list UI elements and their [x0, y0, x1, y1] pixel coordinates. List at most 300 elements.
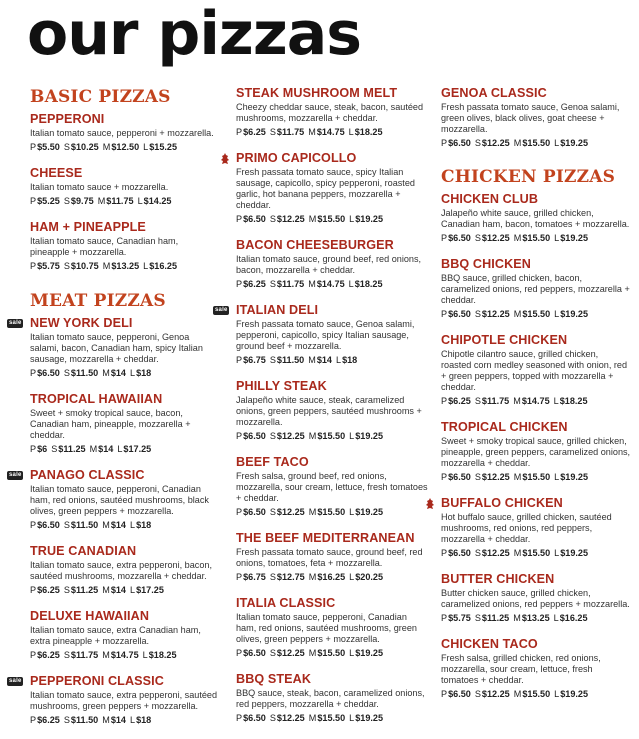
price-value: $15.50	[522, 689, 551, 699]
price-row	[236, 507, 428, 518]
price-row	[236, 648, 428, 659]
price-value: $11.75	[70, 650, 99, 660]
price-value: $18	[136, 368, 152, 378]
price-value: $19.25	[560, 548, 589, 558]
price-value: $14.75	[521, 396, 550, 406]
pizza-name: ITALIA CLASSIC	[236, 596, 336, 610]
sale-badge-icon: sale	[215, 307, 228, 313]
size-label: L	[130, 585, 136, 595]
size-label: P	[30, 142, 37, 152]
price-value: $18	[342, 355, 358, 365]
size-label: S	[474, 309, 481, 319]
size-label: L	[143, 142, 149, 152]
pizza-description: Hot buffalo sauce, grilled chicken, sautéed mushrooms, red onions, red peppers, mozzarella + cheddar.	[441, 512, 612, 544]
size-label: P	[236, 279, 243, 289]
menu-item	[30, 609, 220, 661]
price-row	[236, 279, 428, 290]
menu-item	[236, 455, 428, 518]
size-label: M	[513, 233, 522, 243]
pizza-description: Fresh salsa, ground beef, red onions, mozzarella, sour cream, lettuce, fresh tomatoes + cheddar.	[236, 471, 428, 503]
menu-section	[441, 166, 631, 700]
size-label: M	[308, 127, 316, 137]
menu-item	[30, 166, 220, 207]
pizza-description: Fresh salsa, grilled chicken, red onions, mozzarella, sour cream, lettuce, fresh tomatoes + cheddar.	[441, 653, 601, 685]
size-label: S	[474, 233, 481, 243]
price-value: $6.75	[243, 355, 266, 365]
price-value: $18	[136, 520, 152, 530]
size-label: L	[349, 214, 355, 224]
pizza-description: Italian tomato sauce + mozzarella.	[30, 182, 169, 192]
price-value: $6.25	[243, 127, 266, 137]
size-label: L	[348, 279, 354, 289]
price-value: $11.75	[106, 196, 134, 206]
pizza-description: Chipotle cilantro sauce, grilled chicken, roasted corn medley seasoned with onion, red + green peppers, topped with mozzarella + cheddar.	[441, 349, 628, 392]
price-value: $20.25	[355, 572, 384, 582]
pizza-name: BBQ STEAK	[236, 672, 312, 686]
size-label: L	[554, 689, 560, 699]
menu-section	[215, 86, 428, 724]
price-value: $6.50	[448, 138, 471, 148]
size-label: S	[269, 355, 276, 365]
pizza-name: PEPPERONI	[30, 112, 105, 126]
price-value: $14	[110, 715, 126, 725]
price-row	[236, 355, 428, 366]
price-value: $11.50	[70, 715, 99, 725]
menu-section	[441, 86, 631, 149]
menu-item	[9, 316, 220, 379]
price-value: $19.25	[560, 472, 589, 482]
size-label: S	[63, 196, 70, 206]
size-label: M	[513, 689, 522, 699]
size-label: M	[513, 472, 522, 482]
size-label: P	[236, 431, 243, 441]
size-label: M	[308, 572, 317, 582]
price-value: $19.25	[355, 648, 384, 658]
size-label: M	[308, 713, 317, 723]
size-label: M	[102, 520, 110, 530]
pizza-description: Italian tomato sauce, extra Canadian ham, extra pineapple + mozzarella.	[30, 625, 201, 646]
price-row	[30, 715, 220, 726]
size-label: M	[308, 214, 317, 224]
pizza-description: Jalapeño white sauce, grilled chicken, Canadian ham, bacon, tomatoes + mozzarella.	[441, 208, 630, 229]
size-label: P	[441, 138, 448, 148]
size-label: L	[349, 648, 355, 658]
size-label: M	[97, 196, 106, 206]
size-label: L	[554, 309, 560, 319]
pizza-description: Italian tomato sauce, ground beef, red onions, bacon, mozzarella + cheddar.	[236, 254, 422, 275]
price-value: $12.25	[481, 138, 510, 148]
pizza-description: Fresh passata tomato sauce, ground beef, red onions, tomatoes, feta + mozzarella.	[236, 547, 423, 568]
menu-column-3	[441, 86, 631, 713]
price-value: $15.25	[149, 142, 178, 152]
pizza-name: TRUE CANADIAN	[30, 544, 137, 558]
price-value: $14.75	[316, 279, 345, 289]
size-label: S	[474, 548, 481, 558]
price-row	[30, 520, 220, 531]
price-value: $11.25	[58, 444, 86, 454]
pizza-description: Jalapeño white sauce, steak, caramelized onions, green peppers, sautéed mushrooms + mozzarella.	[236, 395, 422, 427]
price-value: $12.25	[276, 507, 305, 517]
size-label: M	[308, 355, 316, 365]
price-value: $11.75	[276, 279, 305, 289]
price-value: $19.25	[560, 138, 589, 148]
menu-item	[236, 531, 428, 583]
size-label: P	[441, 689, 448, 699]
size-label: M	[102, 715, 110, 725]
size-label: P	[30, 715, 37, 725]
price-value: $6.50	[243, 648, 266, 658]
menu-item	[236, 151, 428, 225]
price-value: $6.50	[448, 309, 471, 319]
pizza-name: BUFFALO CHICKEN	[441, 496, 563, 510]
size-label: P	[236, 127, 243, 137]
size-label: P	[30, 196, 37, 206]
size-label: S	[474, 689, 481, 699]
size-label: S	[474, 472, 481, 482]
menu-item	[236, 596, 428, 659]
price-value: $14.75	[110, 650, 139, 660]
price-value: $18.25	[354, 279, 383, 289]
size-label: P	[236, 713, 243, 723]
size-label: P	[441, 548, 448, 558]
price-value: $19.25	[560, 233, 589, 243]
price-value: $6.25	[243, 279, 266, 289]
price-value: $6.50	[243, 431, 266, 441]
pizza-description: Italian tomato sauce, pepperoni + mozzarella.	[30, 128, 214, 138]
price-row	[236, 572, 428, 583]
size-label: L	[130, 368, 136, 378]
pizza-name: PANAGO CLASSIC	[30, 468, 145, 482]
price-value: $17.25	[123, 444, 152, 454]
size-label: M	[308, 431, 317, 441]
menu-item	[441, 257, 631, 320]
size-label: L	[142, 650, 148, 660]
price-value: $19.25	[355, 713, 384, 723]
menu-column-2	[215, 86, 428, 737]
price-value: $11.25	[70, 585, 99, 595]
size-label: L	[143, 261, 149, 271]
sale-badge-icon: sale	[9, 678, 22, 684]
size-label: M	[308, 279, 316, 289]
size-label: S	[63, 520, 70, 530]
size-label: S	[269, 127, 276, 137]
size-label: L	[349, 507, 355, 517]
menu-item	[30, 392, 220, 455]
price-row	[236, 431, 428, 442]
price-value: $12.25	[481, 689, 510, 699]
pizza-description: Cheezy cheddar sauce, steak, bacon, sautéed mushrooms, mozzarella + cheddar.	[236, 102, 424, 123]
size-label: L	[349, 431, 355, 441]
size-label: S	[51, 444, 58, 454]
pizza-name: STEAK MUSHROOM MELT	[236, 86, 398, 100]
size-label: L	[554, 138, 560, 148]
price-row	[30, 142, 220, 153]
price-value: $14	[110, 368, 126, 378]
pizza-name: TROPICAL HAWAIIAN	[30, 392, 163, 406]
price-row	[441, 138, 631, 149]
size-label: P	[441, 472, 448, 482]
price-value: $15.50	[317, 507, 346, 517]
chili-pepper-icon	[220, 153, 230, 165]
size-label: L	[553, 396, 559, 406]
pizza-description: BBQ sauce, steak, bacon, caramelized onions, red peppers, mozzarella + cheddar.	[236, 688, 425, 709]
price-value: $6.50	[37, 520, 60, 530]
price-value: $5.75	[448, 613, 471, 623]
pizza-name: TROPICAL CHICKEN	[441, 420, 568, 434]
size-label: S	[269, 431, 276, 441]
size-label: P	[441, 233, 448, 243]
menu-section	[30, 86, 220, 272]
page-title: our pizzas	[27, 0, 361, 69]
section-heading: MEAT PIZZAS	[30, 291, 166, 311]
size-label: M	[102, 368, 110, 378]
size-label: P	[441, 613, 448, 623]
menu-item	[441, 86, 631, 149]
price-value: $12.25	[481, 309, 510, 319]
pizza-name: BEEF TACO	[236, 455, 309, 469]
size-label: P	[236, 214, 243, 224]
menu-item	[441, 496, 631, 559]
section-heading: CHICKEN PIZZAS	[441, 167, 616, 187]
menu-item	[9, 468, 220, 531]
pizza-description: Sweet + smoky tropical sauce, bacon, Canadian ham, pineapple, mozzarella + cheddar.	[30, 408, 191, 440]
size-label: L	[348, 127, 354, 137]
size-label: L	[130, 520, 136, 530]
price-row	[236, 214, 428, 225]
price-value: $14.75	[316, 127, 345, 137]
size-label: L	[554, 233, 560, 243]
price-value: $15.50	[317, 713, 346, 723]
price-value: $12.75	[276, 572, 305, 582]
pizza-description: Italian tomato sauce, Canadian ham, pineapple + mozzarella.	[30, 236, 179, 257]
size-label: P	[30, 261, 37, 271]
size-label: M	[102, 261, 111, 271]
menu-section	[9, 290, 220, 726]
menu-item	[441, 192, 631, 244]
pizza-name: CHIPOTLE CHICKEN	[441, 333, 568, 347]
price-value: $6.50	[243, 214, 266, 224]
price-value: $18.25	[559, 396, 588, 406]
price-value: $12.25	[276, 431, 305, 441]
menu-item	[441, 572, 631, 624]
size-label: S	[474, 613, 481, 623]
pizza-name: ITALIAN DELI	[236, 303, 319, 317]
size-label: S	[63, 142, 70, 152]
price-value: $10.75	[70, 261, 99, 271]
size-label: M	[102, 585, 110, 595]
price-value: $18	[136, 715, 152, 725]
pizza-name: CHICKEN TACO	[441, 637, 538, 651]
price-row	[441, 309, 631, 320]
price-value: $14	[110, 520, 126, 530]
size-label: L	[130, 715, 136, 725]
chili-pepper-icon	[425, 498, 435, 510]
size-label: S	[269, 648, 276, 658]
price-value: $14	[110, 585, 126, 595]
menu-item	[30, 112, 220, 153]
price-value: $19.25	[355, 431, 384, 441]
size-label: M	[513, 548, 522, 558]
price-value: $11.50	[70, 520, 99, 530]
price-value: $11.75	[481, 396, 510, 406]
price-value: $18.25	[148, 650, 177, 660]
price-value: $10.25	[70, 142, 99, 152]
price-value: $6.50	[37, 368, 60, 378]
menu-item	[441, 333, 631, 407]
size-label: P	[30, 585, 37, 595]
size-label: M	[513, 309, 522, 319]
price-row	[441, 472, 631, 483]
pizza-description: Italian tomato sauce, pepperoni, Genoa salami, bacon, Canadian ham, spicy Italian sausage, mozzarella + cheddar.	[30, 332, 203, 364]
price-row	[236, 713, 428, 724]
size-label: P	[30, 520, 37, 530]
price-row	[30, 196, 220, 207]
size-label: S	[269, 713, 276, 723]
price-value: $6	[37, 444, 48, 454]
price-value: $18.25	[354, 127, 383, 137]
price-value: $12.25	[481, 233, 510, 243]
menu-item	[236, 379, 428, 442]
price-value: $6.75	[243, 572, 266, 582]
pizza-name: DELUXE HAWAIIAN	[30, 609, 150, 623]
price-row	[441, 613, 631, 624]
price-value: $12.25	[276, 713, 305, 723]
size-label: L	[336, 355, 342, 365]
pizza-name: PHILLY STEAK	[236, 379, 327, 393]
pizza-name: PRIMO CAPICOLLO	[236, 151, 357, 165]
size-label: M	[513, 138, 522, 148]
size-label: S	[63, 368, 70, 378]
menu-item	[236, 86, 428, 138]
size-label: S	[63, 650, 70, 660]
pizza-name: PEPPERONI CLASSIC	[30, 674, 164, 688]
menu-item	[441, 420, 631, 483]
menu-item	[215, 303, 428, 366]
price-value: $12.25	[276, 214, 305, 224]
size-label: P	[30, 444, 37, 454]
price-value: $14	[98, 444, 114, 454]
price-row	[30, 650, 220, 661]
size-label: S	[269, 279, 276, 289]
price-row	[30, 444, 220, 455]
price-value: $6.50	[448, 689, 471, 699]
price-value: $19.25	[560, 309, 589, 319]
price-value: $6.25	[37, 650, 60, 660]
menu-item	[236, 238, 428, 290]
size-label: L	[117, 444, 123, 454]
price-value: $5.75	[37, 261, 60, 271]
pizza-name: THE BEEF MEDITERRANEAN	[236, 531, 415, 545]
price-row	[30, 585, 220, 596]
price-value: $14	[316, 355, 332, 365]
pizza-description: Italian tomato sauce, pepperoni, Canadian ham, red onions, sautéed mushrooms, black olives, green peppers + mozzarella.	[30, 484, 209, 516]
price-value: $13.25	[521, 613, 550, 623]
price-value: $16.25	[149, 261, 178, 271]
menu-column-1	[9, 86, 220, 739]
size-label: S	[63, 261, 70, 271]
size-label: L	[554, 472, 560, 482]
price-value: $9.75	[70, 196, 94, 206]
pizza-description: Fresh passata tomato sauce, spicy Italian sausage, capicollo, spicy pepperoni, roasted garlic, hot banana peppers, mozzarella + cheddar.	[236, 167, 415, 210]
size-label: P	[30, 368, 37, 378]
size-label: L	[349, 572, 355, 582]
sale-badge-icon: sale	[9, 472, 22, 478]
price-value: $12.25	[481, 472, 510, 482]
menu-item	[441, 637, 631, 700]
size-label: P	[441, 396, 448, 406]
size-label: L	[554, 548, 560, 558]
size-label: S	[63, 715, 70, 725]
price-value: $19.25	[355, 214, 384, 224]
price-value: $6.50	[448, 233, 471, 243]
price-value: $15.50	[317, 214, 346, 224]
price-row	[441, 689, 631, 700]
size-label: P	[30, 650, 37, 660]
price-value: $15.50	[522, 233, 551, 243]
pizza-name: BUTTER CHICKEN	[441, 572, 555, 586]
pizza-name: BBQ CHICKEN	[441, 257, 531, 271]
price-value: $6.25	[448, 396, 471, 406]
price-value: $13.25	[111, 261, 140, 271]
size-label: P	[236, 648, 243, 658]
size-label: P	[236, 355, 243, 365]
pizza-description: Fresh passata tomato sauce, Genoa salami, pepperoni, capicollo, spicy Italian sausage, ground beef + mozzarella.	[236, 319, 415, 351]
price-row	[30, 261, 220, 272]
size-label: P	[441, 309, 448, 319]
pizza-description: Italian tomato sauce, pepperoni, Canadian ham, red onions, sautéed mushrooms, green olives, green peppers + mozzarella.	[236, 612, 417, 644]
pizza-description: Fresh passata tomato sauce, Genoa salami, green olives, black olives, goat cheese + mozzarella.	[441, 102, 620, 134]
price-value: $11.25	[481, 613, 510, 623]
pizza-name: BACON CHEESEBURGER	[236, 238, 394, 252]
size-label: S	[269, 507, 276, 517]
price-value: $6.50	[243, 713, 266, 723]
pizza-description: Butter chicken sauce, grilled chicken, caramelized onions, red peppers + mozzarella.	[441, 588, 630, 609]
size-label: P	[236, 507, 243, 517]
price-value: $15.50	[522, 472, 551, 482]
price-value: $19.25	[355, 507, 384, 517]
size-label: S	[63, 585, 70, 595]
pizza-name: GENOA CLASSIC	[441, 86, 547, 100]
pizza-name: CHEESE	[30, 166, 83, 180]
size-label: M	[308, 507, 317, 517]
menu-item	[30, 544, 220, 596]
price-row	[30, 368, 220, 379]
size-label: S	[474, 396, 481, 406]
price-value: $11.50	[276, 355, 305, 365]
size-label: L	[137, 196, 143, 206]
price-value: $12.50	[111, 142, 140, 152]
price-value: $16.25	[317, 572, 346, 582]
price-value: $16.25	[559, 613, 588, 623]
size-label: M	[102, 142, 111, 152]
price-value: $12.25	[481, 548, 510, 558]
price-row	[441, 233, 631, 244]
menu-item	[30, 220, 220, 272]
price-value: $15.50	[317, 648, 346, 658]
size-label: M	[513, 613, 521, 623]
menu-item	[9, 674, 220, 726]
price-value: $6.50	[448, 548, 471, 558]
price-value: $6.50	[448, 472, 471, 482]
size-label: L	[349, 713, 355, 723]
price-value: $12.25	[276, 648, 305, 658]
size-label: S	[269, 572, 276, 582]
price-value: $15.50	[522, 548, 551, 558]
price-row	[441, 396, 631, 407]
price-value: $6.25	[37, 715, 60, 725]
pizza-name: HAM + PINEAPPLE	[30, 220, 146, 234]
pizza-description: Sweet + smoky tropical sauce, grilled chicken, pineapple, green peppers, caramelized onions, mozzarella + cheddar.	[441, 436, 631, 468]
